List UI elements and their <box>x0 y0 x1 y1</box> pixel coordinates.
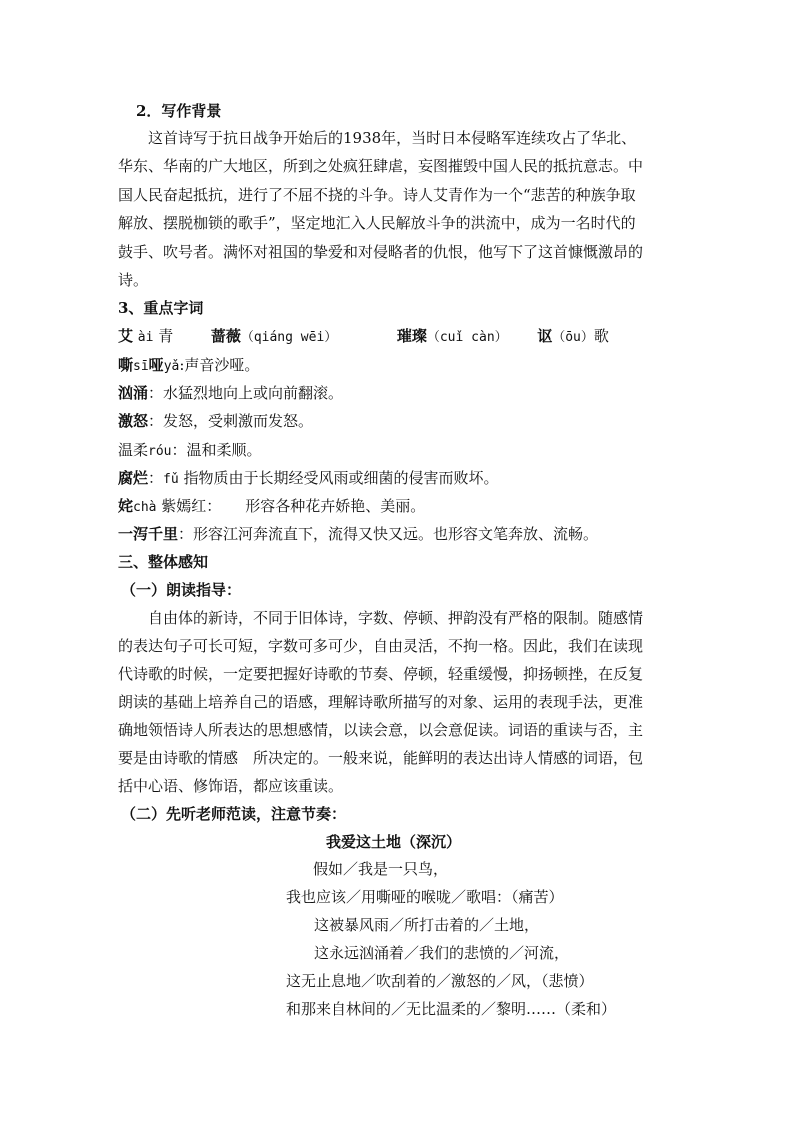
paragraph-line: 解放、摆脱枷锁的歌手”，坚定地汇入人民解放斗争的洪流中，成为一名时代的 <box>118 214 636 232</box>
term: 温柔 <box>118 441 149 459</box>
pinyin: fǔ <box>163 472 179 487</box>
subsection-heading-teacher-reading: （二）先听老师范读，注意节奏： <box>121 805 347 823</box>
definition: :声音沙哑。 <box>179 356 260 374</box>
term: 讴 <box>537 327 553 345</box>
paragraph-line: 的表达句子可长可短，字数可多可少，自由灵活，不拘一格。因此，我们在读现 <box>118 637 644 655</box>
definition-row <box>118 524 658 544</box>
poem-line: 这被暴风雨／所打击着的／土地， <box>314 916 540 934</box>
paragraph-line: 要是由诗歌的情感 所决定的。一般来说，能鲜明的表达出诗人情感的词语，包 <box>118 749 644 767</box>
definition: ：温和柔顺。 <box>171 441 262 459</box>
definition: ：发怒，受刺激而发怒。 <box>148 412 314 430</box>
definition: ：水猛烈地向上或向前翻滚。 <box>148 384 344 402</box>
paragraph-line: 代诗歌的时候，一定要把握好诗歌的节奏、停顿，轻重缓慢，抑扬顿挫，在反复 <box>118 665 644 683</box>
paragraph-line: 括中心语、修饰语，都应该重读。 <box>118 777 344 795</box>
term: 蔷薇 <box>210 327 241 345</box>
definition-row <box>118 468 658 488</box>
poem-line: 这永远汹涌着／我们的悲愤的／河流， <box>314 944 570 962</box>
term: 哑 <box>148 356 164 374</box>
definition: 形容各种花卉娇艳、美丽。 <box>245 497 426 515</box>
pinyin: chà <box>133 500 157 515</box>
definition-row <box>118 355 658 375</box>
term: 歌 <box>593 327 609 345</box>
section-heading-keywords: 3、重点字词 <box>118 299 204 317</box>
term: 腐烂 <box>118 469 149 487</box>
definition-row <box>118 411 658 431</box>
term: 紫嫣红： <box>156 497 222 515</box>
section-heading-background: 2．写作背景 <box>136 102 222 120</box>
definition-row <box>118 496 658 516</box>
term: 青 <box>158 327 174 345</box>
pinyin: ài <box>137 330 154 345</box>
paragraph-line: 诗。 <box>118 271 149 289</box>
definition: 指物质由于长期经受风雨或细菌的侵害而败坏。 <box>178 469 499 487</box>
paragraph-line: 华东、华南的广大地区，所到之处疯狂肆虐，妄图摧毁中国人民的抵抗意志。中 <box>118 157 644 175</box>
paragraph-line: 鼓手、吹号者。满怀对祖国的挚爱和对侵略者的仇恨，他写下了这首慷慨激昂的 <box>118 243 644 261</box>
definition: ：形容江河奔流直下，流得又快又远。也形容文笔奔放、流畅。 <box>178 525 599 543</box>
paragraph-line: 这首诗写于抗日战争开始后的1938年，当时日本侵略军连续攻占了华北、 <box>148 129 637 147</box>
definition-row <box>118 383 658 403</box>
poem-line: 这无止息地／吹刮着的／激怒的／风，（悲愤） <box>286 972 594 990</box>
definition: ： <box>148 469 164 487</box>
subsection-heading-reading-guide: （一）朗读指导： <box>121 581 242 599</box>
pinyin: （cuǐ càn） <box>426 330 508 345</box>
section-heading-overview: 三、整体感知 <box>118 553 209 571</box>
paragraph-line: 自由体的新诗，不同于旧体诗，字数、停顿、押韵没有严格的限制。随感情 <box>148 609 644 627</box>
pinyin: （qiáng wēi） <box>240 330 338 345</box>
paragraph-line: 确地领悟诗人所表达的思想感情，以读会意，以会意促读。词语的重读与否，主 <box>118 721 644 739</box>
poem-line: 假如／我是一只鸟， <box>313 860 449 878</box>
poem-line: 我也应该／用嘶哑的喉咙／歌唱：（痛苦） <box>286 888 564 906</box>
pinyin: sī <box>133 359 149 374</box>
term: 璀璨 <box>396 327 427 345</box>
pronunciation-row <box>118 326 658 346</box>
term: 汹涌 <box>118 384 149 402</box>
paragraph-line: 朗读的基础上培养自己的语感，理解诗歌所描写的对象、运用的表现手法，更准 <box>118 693 644 711</box>
pinyin: róu <box>148 444 172 459</box>
term: 激怒 <box>118 412 149 430</box>
poem-line: 和那来自林间的／无比温柔的／黎明……（柔和） <box>286 1000 617 1018</box>
definition-row <box>118 440 658 460</box>
term: 一泻千里 <box>118 525 179 543</box>
term: 嘶 <box>118 356 134 374</box>
term: 姹 <box>118 497 134 515</box>
pinyin: yǎ <box>163 359 180 374</box>
paragraph-line: 国人民奋起抵抗，进行了不屈不挠的斗争。诗人艾青作为一个“悲苦的种族争取 <box>118 186 636 204</box>
pinyin: （ōu） <box>552 330 594 345</box>
term: 艾 <box>118 327 134 345</box>
poem-title: 我爱这土地（深沉） <box>326 833 462 851</box>
